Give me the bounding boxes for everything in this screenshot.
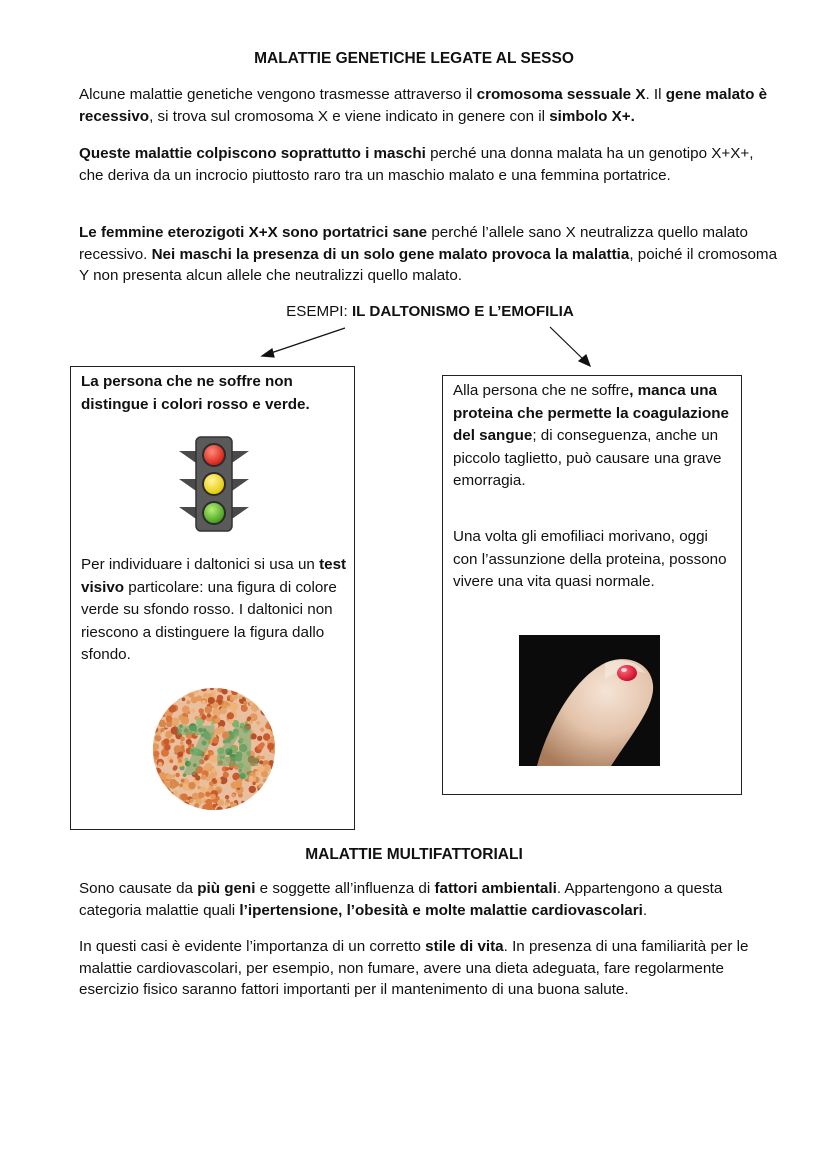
ishihara-dot bbox=[241, 705, 248, 712]
ishihara-dot bbox=[248, 802, 256, 810]
daltonism-body: Per individuare i daltonici si usa un test visivo particolare: una figura di colore verde su sfondo rosso. I daltonici non riescono a distinguere la figura dallo sfondo. bbox=[81, 556, 347, 663]
ishihara-dot bbox=[239, 696, 243, 700]
ishihara-dot bbox=[152, 794, 157, 800]
ishihara-dot bbox=[266, 795, 272, 801]
ishihara-dot bbox=[271, 776, 277, 784]
ishihara-dot bbox=[217, 688, 221, 692]
ishihara-dot bbox=[247, 687, 254, 693]
ishihara-dot bbox=[238, 687, 242, 691]
ishihara-dot bbox=[262, 792, 268, 798]
ishihara-dot bbox=[153, 788, 158, 793]
ishihara-dot bbox=[265, 724, 270, 729]
ishihara-dot bbox=[268, 697, 274, 703]
ishihara-dot bbox=[255, 771, 259, 775]
ishihara-plate bbox=[152, 687, 276, 811]
paragraph-females: Le femmine eterozigoti X+X sono portatrici sane perché l’allele sano X neutralizza quello malato recessivo. Nei maschi la presenza di un solo gene malato provoca la malattia, poiché il cromosoma Y non presenta alcun allele che neutralizzi quello malato. bbox=[79, 224, 778, 284]
section-title-genetic: MALATTIE GENETICHE LEGATE AL SESSO bbox=[254, 50, 574, 67]
ishihara-dot bbox=[259, 802, 264, 807]
blood-drop bbox=[617, 665, 637, 681]
ishihara-dot bbox=[159, 699, 163, 703]
ishihara-dot bbox=[205, 791, 210, 796]
ishihara-dot bbox=[152, 777, 157, 785]
ishihara-dot bbox=[263, 790, 270, 797]
paragraph-intro: Alcune malattie genetiche vengono trasmesse attraverso il cromosoma sessuale X. Il gene malato è recessivo, si trova sul cromosoma X e viene indicato in genere con il simbolo X+. bbox=[79, 86, 768, 125]
ishihara-dot bbox=[244, 688, 249, 693]
ishihara-dot bbox=[271, 771, 276, 778]
ishihara-dot bbox=[157, 710, 161, 714]
ishihara-dot bbox=[152, 783, 156, 787]
ishihara-dot bbox=[164, 744, 170, 750]
ishihara-dot bbox=[271, 764, 276, 770]
ishihara-dot bbox=[159, 720, 166, 727]
ishihara-dot bbox=[218, 700, 222, 704]
ishihara-dot bbox=[272, 687, 276, 694]
ishihara-dot bbox=[163, 788, 170, 795]
arrows bbox=[250, 322, 610, 372]
ishihara-dot bbox=[265, 687, 270, 690]
hemophilia-p2: Una volta gli emofiliaci morivano, oggi con l’assunzione della proteina, possono vivere una vita quasi normale. bbox=[453, 528, 727, 590]
ishihara-dot bbox=[257, 744, 263, 750]
ishihara-dot bbox=[270, 796, 274, 800]
ishihara-dot bbox=[168, 798, 176, 806]
ishihara-dot bbox=[173, 687, 176, 689]
ishihara-dot bbox=[233, 687, 237, 690]
ishihara-number: 74 bbox=[172, 713, 256, 792]
ishihara-dot bbox=[152, 711, 160, 719]
ishihara-dot bbox=[256, 689, 259, 692]
ishihara-dot bbox=[231, 688, 238, 695]
ishihara-dot bbox=[174, 693, 181, 700]
ishihara-dot bbox=[168, 792, 173, 797]
ishihara-dot bbox=[152, 805, 156, 811]
ishihara-dot bbox=[217, 799, 224, 806]
ishihara-dot bbox=[170, 806, 176, 811]
ishihara-dot bbox=[158, 762, 163, 767]
ishihara-dot bbox=[166, 716, 173, 723]
ishihara-dot bbox=[153, 707, 161, 715]
ishihara-dot bbox=[252, 797, 256, 801]
ishihara-dot bbox=[161, 728, 165, 732]
ishihara-dot bbox=[160, 802, 168, 810]
ishihara-dot bbox=[256, 793, 263, 800]
ishihara-dot bbox=[152, 727, 158, 733]
ishihara-dot bbox=[272, 800, 276, 806]
ishihara-dot bbox=[160, 703, 164, 707]
ishihara-dot bbox=[158, 779, 165, 786]
ishihara-dot bbox=[265, 693, 268, 696]
paragraph-multifactorial: Sono causate da più geni e soggette all’influenza di fattori ambientali. Appartengono a questa categoria malattie quali l’ipertensione, l’obesità e molte malattie cardiovascolari. bbox=[79, 880, 723, 919]
ishihara-dot bbox=[260, 688, 265, 693]
ishihara-dot bbox=[263, 688, 268, 693]
ishihara-dot bbox=[152, 727, 156, 731]
ishihara-dot bbox=[224, 687, 228, 689]
ishihara-dot bbox=[168, 705, 176, 713]
ishihara-dot bbox=[202, 700, 207, 705]
ishihara-dot bbox=[159, 713, 163, 717]
daltonism-heading: La persona che ne soffre non distingue i colori rosso e verde. bbox=[81, 373, 310, 413]
ishihara-dot bbox=[159, 692, 167, 700]
ishihara-dot bbox=[182, 698, 186, 702]
ishihara-dot bbox=[184, 804, 187, 807]
ishihara-dot bbox=[222, 689, 228, 695]
ishihara-dot bbox=[171, 690, 175, 694]
ishihara-dot bbox=[186, 700, 190, 704]
ishihara-dot bbox=[254, 794, 261, 801]
ishihara-dot bbox=[241, 801, 244, 804]
ishihara-dot bbox=[152, 716, 156, 720]
daltonism-box bbox=[70, 366, 355, 830]
ishihara-dot bbox=[267, 687, 272, 690]
ishihara-dot bbox=[210, 794, 216, 800]
ishihara-dot bbox=[152, 708, 157, 714]
ishihara-dot bbox=[192, 793, 199, 800]
right-arrow-line bbox=[550, 327, 586, 362]
ishihara-dot bbox=[159, 772, 166, 779]
ishihara-dot bbox=[273, 712, 276, 717]
ishihara-dot bbox=[269, 703, 275, 709]
ishihara-dot bbox=[259, 701, 263, 705]
ishihara-dot bbox=[212, 693, 216, 697]
ishihara-dot bbox=[191, 697, 198, 704]
ishihara-dot bbox=[162, 804, 169, 811]
ishihara-dot bbox=[261, 756, 265, 760]
ishihara-dot bbox=[261, 708, 269, 716]
ishihara-dot bbox=[156, 687, 160, 689]
ishihara-dot bbox=[259, 690, 266, 697]
ishihara-dot bbox=[272, 687, 276, 689]
ishihara-dot bbox=[251, 806, 258, 812]
ishihara-dot bbox=[263, 785, 267, 789]
ishihara-dot bbox=[272, 687, 276, 690]
paragraph-lifestyle: In questi casi è evidente l’importanza di un corretto stile di vita. In presenza di una familiarità per le malattie cardiovascolari, per esempio, non fumare, avere una dieta adeguata, fare regolarmente esercizio fisico saranno fattori importanti per il mantenimento di una buona salute. bbox=[79, 938, 749, 998]
ishihara-dot bbox=[174, 800, 180, 806]
ishihara-dot bbox=[152, 709, 155, 712]
ishihara-dot bbox=[181, 793, 188, 800]
hemophilia-box bbox=[442, 375, 742, 795]
ishihara-dot bbox=[253, 807, 256, 810]
ishihara-dot bbox=[152, 688, 156, 693]
ishihara-dot bbox=[243, 701, 247, 705]
ishihara-dot bbox=[201, 798, 205, 802]
ishihara-dot bbox=[163, 739, 169, 745]
ishihara-dot bbox=[187, 809, 190, 811]
ishihara-dot bbox=[153, 780, 161, 788]
ishihara-dot bbox=[165, 798, 170, 803]
ishihara-dot bbox=[173, 804, 177, 808]
ishihara-dot bbox=[254, 803, 259, 808]
ishihara-dot bbox=[168, 687, 175, 693]
ishihara-dot bbox=[268, 782, 276, 790]
ishihara-dot bbox=[271, 726, 274, 729]
ishihara-dot bbox=[190, 799, 194, 803]
ishihara-dot bbox=[256, 721, 260, 725]
ishihara-dot bbox=[232, 687, 238, 690]
finger-blood-photo bbox=[519, 635, 660, 766]
ishihara-dot bbox=[194, 803, 199, 808]
ishihara-dot bbox=[159, 705, 163, 709]
ishihara-dot bbox=[263, 778, 267, 782]
ishihara-dot bbox=[169, 687, 177, 691]
ishihara-dot bbox=[160, 784, 165, 789]
ishihara-dot bbox=[180, 802, 184, 806]
ishihara-dot bbox=[168, 688, 174, 694]
ishihara-dot bbox=[271, 721, 275, 725]
ishihara-dot bbox=[160, 795, 164, 799]
ishihara-dot bbox=[266, 782, 272, 788]
hemophilia-p1: Alla persona che ne soffre, manca una proteina che permette la coagulazione del sangue; di conseguenza, anche un piccolo taglietto, può causare una grave emorragia. bbox=[453, 382, 729, 489]
ishihara-dot bbox=[203, 693, 207, 697]
ishihara-dot bbox=[153, 688, 161, 696]
ishihara-dot bbox=[164, 798, 171, 805]
ishihara-dot bbox=[264, 690, 270, 696]
ishihara-dot bbox=[182, 802, 189, 809]
ishihara-dot bbox=[260, 728, 264, 732]
ishihara-dot bbox=[271, 791, 274, 794]
ishihara-dot bbox=[225, 795, 229, 799]
ishihara-dot bbox=[208, 697, 215, 704]
ishihara-dot bbox=[259, 760, 263, 764]
ishihara-dot bbox=[170, 689, 178, 697]
ishihara-dot bbox=[231, 704, 238, 711]
paragraph-males: Queste malattie colpiscono soprattutto i maschi perché una donna malata ha un genotipo X+X+, che deriva da un incrocio piuttosto raro tra un maschio malato e una femmina portatrice. bbox=[79, 145, 754, 184]
ishihara-dot bbox=[269, 790, 273, 794]
ishihara-dot bbox=[268, 779, 272, 783]
ishihara-dot bbox=[183, 803, 188, 808]
ishihara-dot bbox=[152, 703, 158, 710]
ishihara-dot bbox=[231, 793, 235, 797]
examples-heading: ESEMPI: IL DALTONISMO E L’EMOFILIA bbox=[286, 303, 574, 320]
ishihara-dot bbox=[259, 784, 264, 789]
ishihara-dot bbox=[169, 800, 172, 803]
ishihara-dot bbox=[152, 723, 156, 730]
section-title-multifactorial: MALATTIE MULTIFATTORIALI bbox=[305, 846, 523, 863]
ishihara-dot bbox=[269, 772, 273, 776]
ishihara-dot bbox=[178, 802, 183, 807]
ishihara-dot bbox=[225, 802, 229, 806]
ishihara-dot bbox=[259, 736, 263, 740]
traffic-light-icon bbox=[179, 435, 249, 533]
ishihara-dot bbox=[271, 807, 276, 811]
ishihara-dot bbox=[230, 802, 237, 809]
left-arrow-line bbox=[268, 328, 345, 354]
ishihara-dot bbox=[267, 743, 274, 750]
ishihara-dot bbox=[257, 765, 264, 772]
ishihara-dot bbox=[232, 687, 235, 690]
ishihara-dot bbox=[152, 796, 160, 804]
ishihara-dot bbox=[230, 809, 234, 811]
ishihara-dot bbox=[213, 804, 217, 808]
ishihara-dot bbox=[251, 704, 259, 712]
left-arrow-head bbox=[262, 349, 274, 357]
ishihara-dot bbox=[247, 687, 253, 693]
ishihara-dot bbox=[172, 799, 179, 806]
ishihara-dot bbox=[169, 794, 173, 798]
ishihara-dot bbox=[152, 722, 158, 728]
ishihara-dot bbox=[269, 694, 276, 701]
ishihara-dot bbox=[271, 707, 275, 711]
ishihara-dot bbox=[165, 687, 172, 692]
ishihara-dot bbox=[158, 692, 163, 697]
